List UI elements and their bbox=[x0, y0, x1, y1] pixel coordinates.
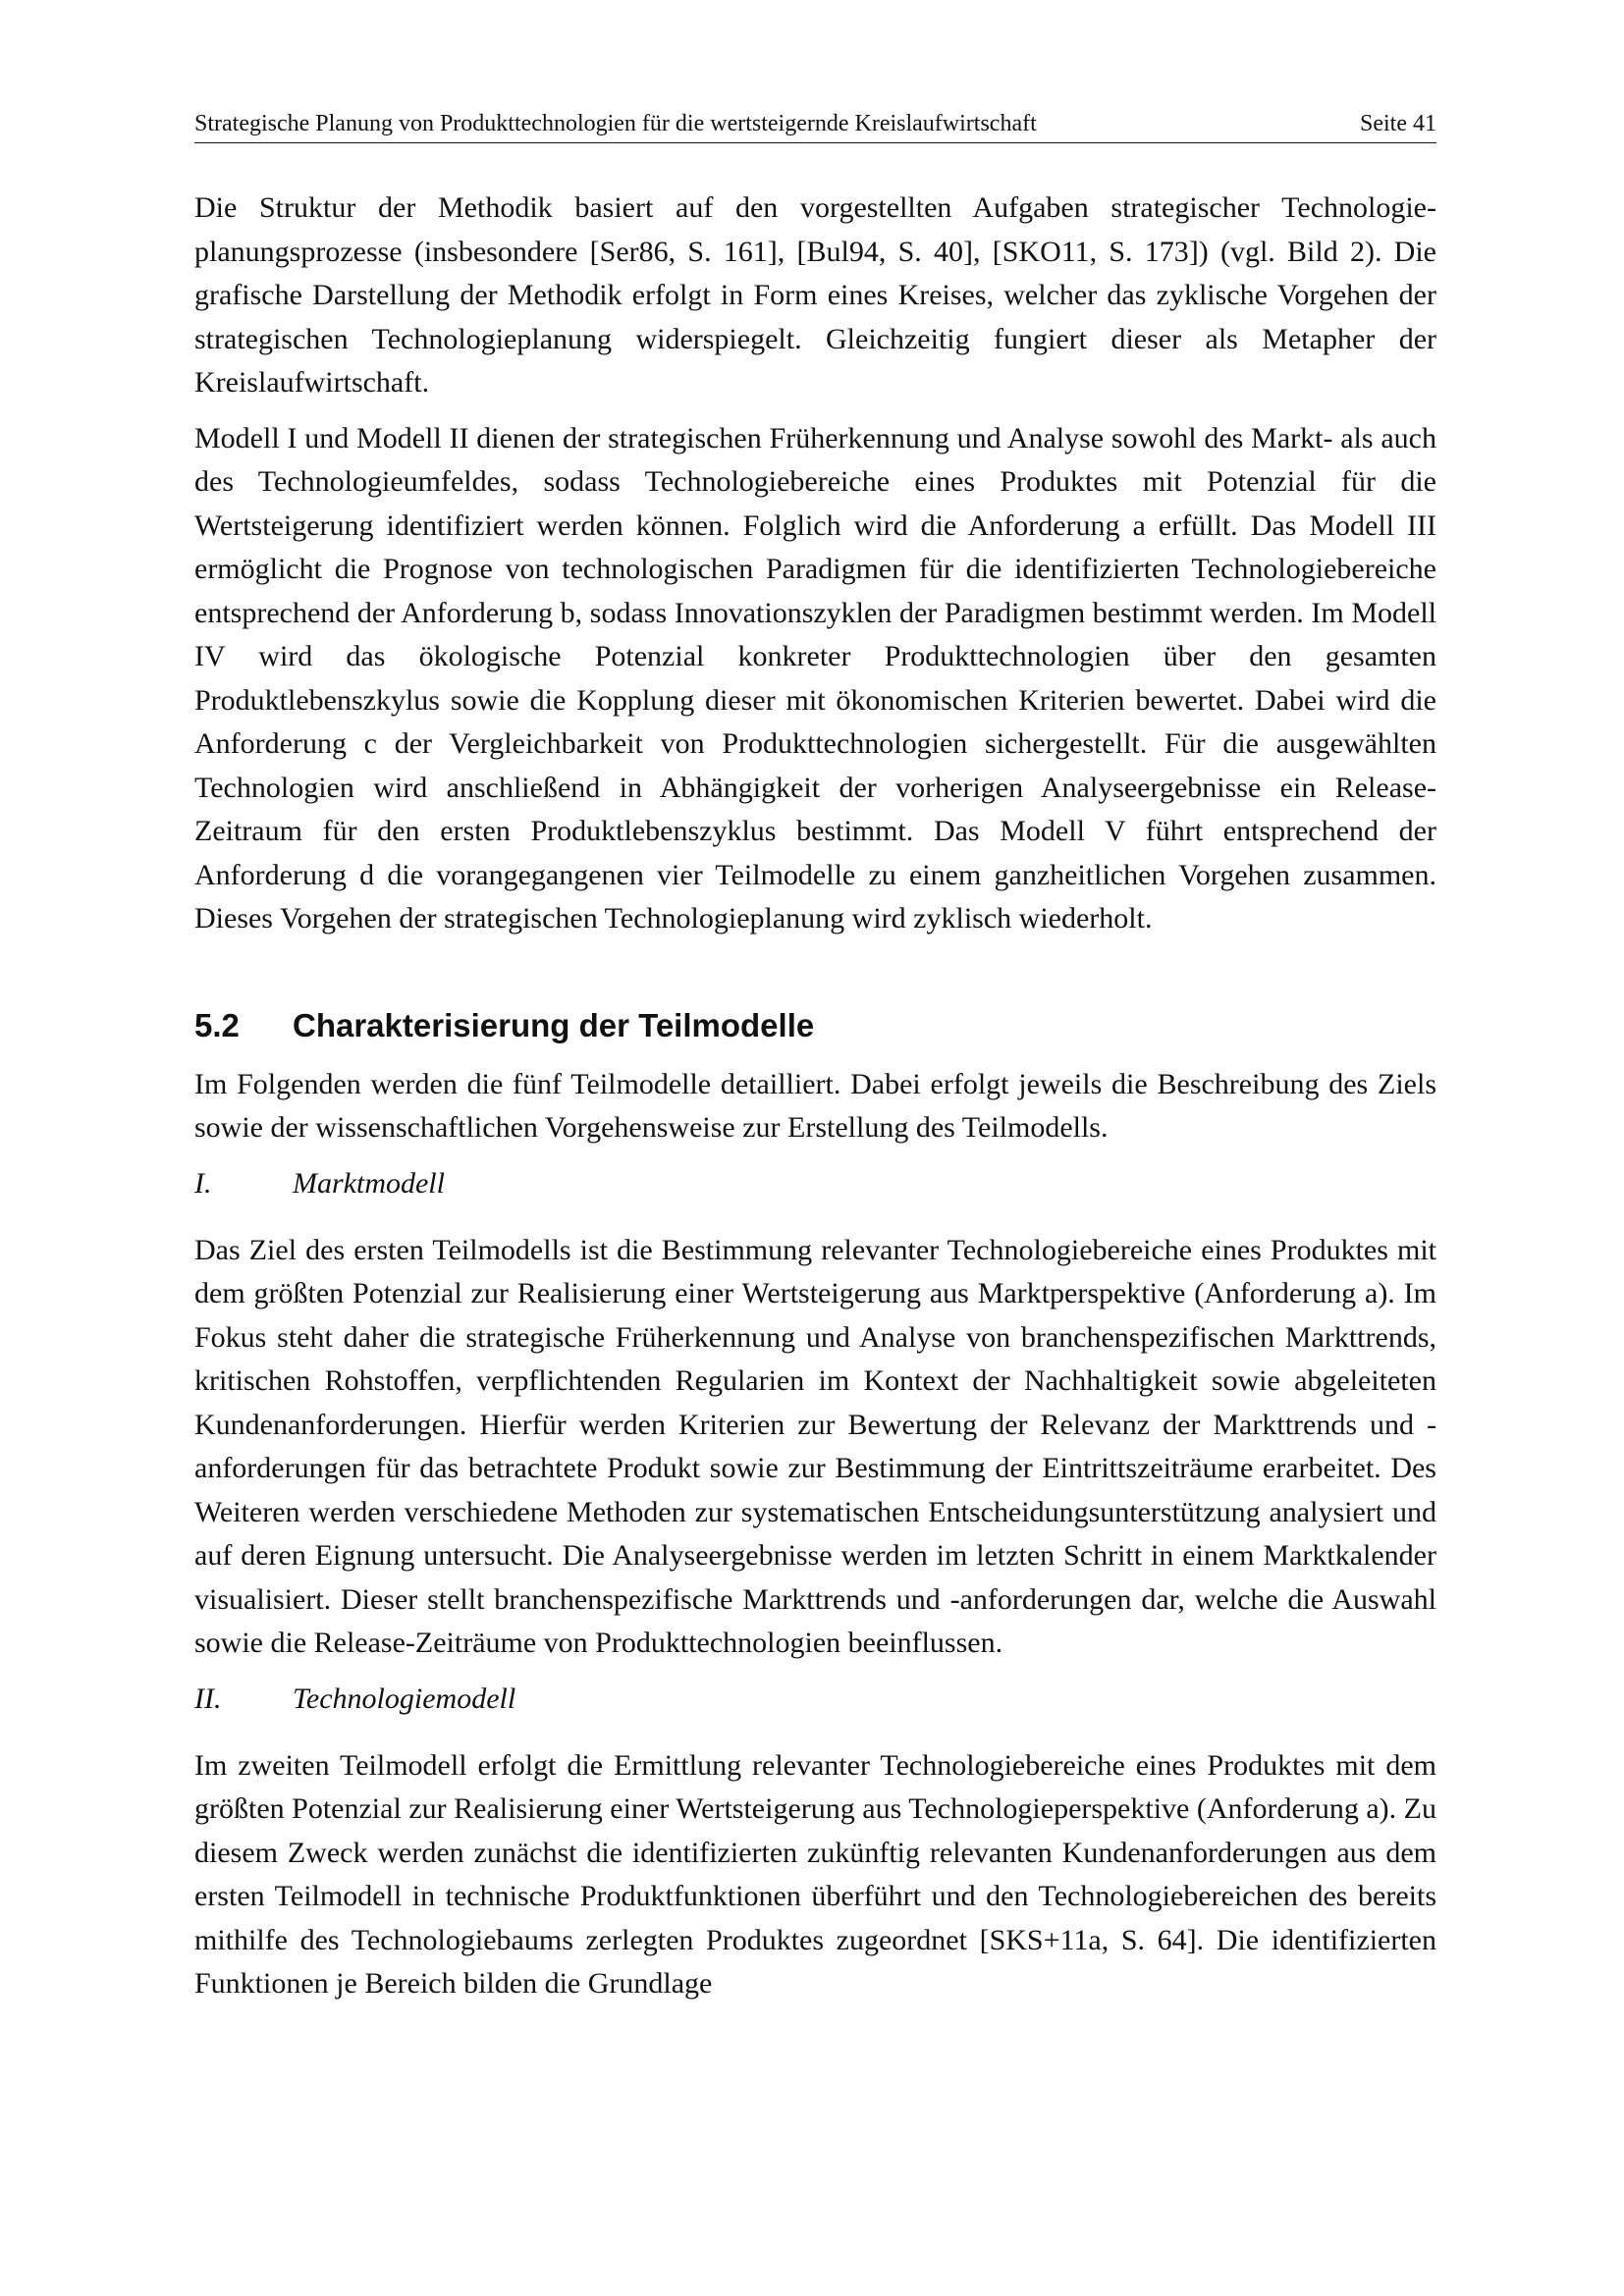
page-number: Seite 41 bbox=[1360, 111, 1436, 136]
subsection-heading-technologiemodell bbox=[194, 1678, 1436, 1721]
section-intro-paragraph: Im Folgenden werden die fünf Teilmodelle detailliert. Dabei erfolgt jeweils die Beschreibung des Ziels sowie der wissenschaftlichen Vorgehensweise zur Erstellung des Teilmodells. bbox=[194, 1067, 1436, 1144]
subsection-heading-marktmodell bbox=[194, 1162, 1436, 1205]
section-title: Charakterisierung der Teilmodelle bbox=[293, 1006, 815, 1043]
subsection-title: Technologiemodell bbox=[293, 1682, 516, 1715]
subsection-number: II. bbox=[194, 1682, 222, 1715]
paragraph-technologiemodell: Im zweiten Teilmodell erfolgt die Ermittlung relevanter Technologiebereiche eines Produktes mit dem größten Potenzial zur Realisierung einer Wertsteigerung aus Technologieperspektive (Anforderung a). Zu diesem Zweck werden zunächst die identifizierten zukünftig relevanten Kundenanforderungen aus dem ersten Teilmodell in technische Produktfunktionen überführt und den Technologiebereichen des bereits mithilfe des Technologiebaums zerlegten Produktes zugeordnet [SKS+11a, S. 64]. Die identifizierten Funktionen je Bereich bilden die Grundlage bbox=[194, 1748, 1436, 2000]
subsection-title: Marktmodell bbox=[293, 1166, 445, 1200]
paragraph-marktmodell: Das Ziel des ersten Teilmodells ist die Bestimmung relevanter Technologiebereiche eines Produktes mit dem größten Potenzial zur Realisierung einer Wertsteigerung aus Marktperspektive (Anforderung a). Im Fokus steht daher die strategische Früherkennung und Analyse von branchenspezifischen Markttrends, kritischen Rohstoffen, verpflichtenden Regularien im Kontext der Nachhaltigkeit sowie abgeleiteten Kundenanforderungen. Hierfür werden Kriterien zur Bewertung der Relevanz der Markttrends und -anforderungen für das betrachtete Produkt sowie zur Bestimmung der Eintrittszeiträume erarbeitet. Des Weiteren werden verschiedene Methoden zur systematischen Entscheidungsunterstützung analysiert und auf deren Eignung untersucht. Die Analyseergebnisse werden im letzten Schritt in einem Marktkalender visualisiert. Dieser stellt branchenspezifische Markttrends und -anforderungen dar, welche die Auswahl sowie die Release-Zeiträume von Produkttechnologien beeinflussen. bbox=[194, 1233, 1436, 1659]
paragraph-intro-1: Die Struktur der Methodik basiert auf den vorgestellten Aufgaben strategischer Technologieplanungsprozesse (insbesondere [Ser86, S. 161], [Bul94, S. 40], [SKO11, S. 173]) (vgl. Bild 2). Die grafische Darstellung der Methodik erfolgt in Form eines Kreises, welcher das zyklische Vorgehen der strategischen Technologieplanung widerspiegelt. Gleichzeitig fungiert dieser als Metapher der Kreislaufwirtschaft. bbox=[194, 191, 1436, 399]
running-title: Strategische Planung von Produkttechnologien für die wertsteigernde Kreislaufwirtschaft bbox=[194, 111, 1037, 136]
document-body bbox=[194, 187, 1436, 2018]
subsection-number: I. bbox=[194, 1166, 212, 1200]
section-number: 5.2 bbox=[194, 1006, 240, 1043]
paragraph-intro-2: Modell I und Modell II dienen der strategischen Früherkennung und Analyse sowohl des Markt- als auch des Technologieumfeldes, sodass Technologiebereiche eines Produktes mit Potenzial für die Wertsteigerung identifiziert werden können. Folglich wird die Anforderung a erfüllt. Das Modell III ermöglicht die Prognose von technologischen Paradigmen für die identifizierten Technologiebereiche entsprechend der Anforderung b, sodass Innovationszyklen der Paradigmen bestimmt werden. Im Modell IV wird das ökologische Potenzial konkreter Produkttechnologien über den gesamten Produktlebenszkylus sowie die Kopplung dieser mit ökonomischen Kriterien bewertet. Dabei wird die Anforderung c der Vergleichbarkeit von Produkttechnologien sichergestellt. Für die ausgewählten Technologien wird anschließend in Abhängigkeit der vorherigen Analyseergebnisse ein Release-Zeitraum für den ersten Produktlebenszyklus bestimmt. Das Modell V führt entsprechend der Anforderung d die vorangegangenen vier Teilmodelle zu einem ganzheitlichen Vorgehen zusammen. Dieses Vorgehen der strategischen Technologieplanung wird zyklisch wiederholt. bbox=[194, 421, 1436, 934]
section-heading bbox=[194, 1004, 1436, 1047]
page-header bbox=[194, 110, 1436, 143]
